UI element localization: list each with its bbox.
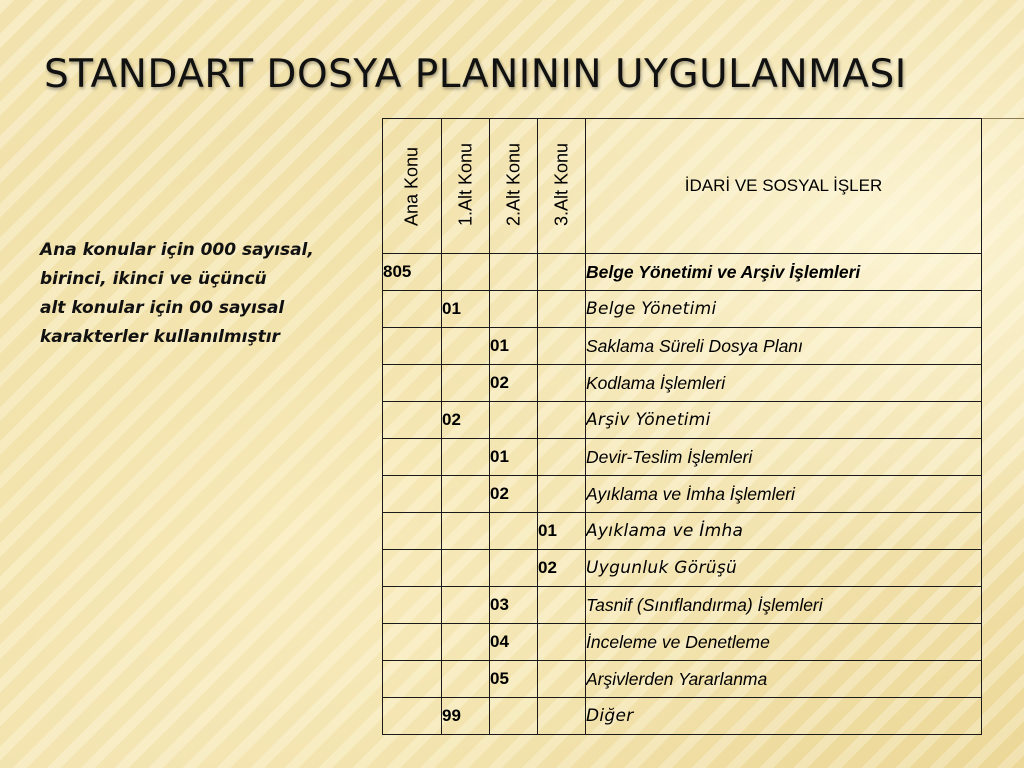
cell-alt-konu-1 [442, 587, 490, 624]
table-row [383, 402, 982, 439]
cell-alt-konu-2: 02 [490, 476, 538, 513]
cell-alt-konu-1 [442, 328, 490, 365]
cell-ana-konu [383, 476, 442, 513]
table-row [383, 513, 982, 550]
cell-alt-konu-2: 01 [490, 439, 538, 476]
header-group-title: İDARİ VE SOSYAL İŞLER [586, 119, 982, 254]
cell-alt-konu-2: 02 [490, 365, 538, 402]
cell-ana-konu [383, 624, 442, 661]
cell-alt-konu-3 [538, 476, 586, 513]
cell-alt-konu-1 [442, 476, 490, 513]
cell-ana-konu [383, 402, 442, 439]
cell-alt-konu-1 [442, 661, 490, 698]
table-row [383, 587, 982, 624]
slide-title: STANDART DOSYA PLANININ UYGULANMASI [44, 52, 907, 97]
header-alt-konu-2: 2.Alt Konu [490, 119, 538, 254]
cell-description: İnceleme ve Denetleme [586, 624, 982, 661]
cell-description: Arşiv Yönetimi [586, 402, 982, 439]
cell-alt-konu-2 [490, 254, 538, 291]
cell-alt-konu-2: 03 [490, 587, 538, 624]
cell-alt-konu-3 [538, 587, 586, 624]
cell-alt-konu-3: 01 [538, 513, 586, 550]
cell-alt-konu-1: 99 [442, 698, 490, 735]
cell-description: Saklama Süreli Dosya Planı [586, 328, 982, 365]
cell-alt-konu-2 [490, 550, 538, 587]
note-line: Ana konular için 000 sayısal, [40, 240, 314, 260]
cell-alt-konu-1: 01 [442, 291, 490, 328]
cell-alt-konu-3 [538, 402, 586, 439]
header-ana-konu: Ana Konu [383, 119, 442, 254]
table-row [383, 439, 982, 476]
cell-description: Tasnif (Sınıflandırma) İşlemleri [586, 587, 982, 624]
table-row [383, 328, 982, 365]
cell-description: Devir-Teslim İşlemleri [586, 439, 982, 476]
cell-alt-konu-1 [442, 550, 490, 587]
cell-alt-konu-1 [442, 254, 490, 291]
cell-alt-konu-3 [538, 254, 586, 291]
cell-alt-konu-3 [538, 365, 586, 402]
cell-alt-konu-3 [538, 439, 586, 476]
table-row [383, 291, 982, 328]
cell-alt-konu-2: 05 [490, 661, 538, 698]
cell-alt-konu-2 [490, 402, 538, 439]
decorative-rule [980, 118, 1024, 119]
cell-description: Belge Yönetimi [586, 291, 982, 328]
table-row [383, 624, 982, 661]
header-alt-konu-3: 3.Alt Konu [538, 119, 586, 254]
header-alt-konu-1: 1.Alt Konu [442, 119, 490, 254]
table-header-row [383, 119, 982, 254]
cell-ana-konu [383, 513, 442, 550]
table-row [383, 254, 982, 291]
cell-alt-konu-2 [490, 291, 538, 328]
cell-alt-konu-1 [442, 513, 490, 550]
cell-description: Diğer [586, 698, 982, 735]
cell-ana-konu [383, 550, 442, 587]
cell-description: Ayıklama ve İmha İşlemleri [586, 476, 982, 513]
cell-alt-konu-2 [490, 698, 538, 735]
note-text [40, 236, 360, 352]
table-row [383, 365, 982, 402]
cell-ana-konu [383, 439, 442, 476]
cell-ana-konu [383, 291, 442, 328]
table-row [383, 698, 982, 735]
cell-alt-konu-3 [538, 624, 586, 661]
note-line: birinci, ikinci ve üçüncü [40, 269, 267, 289]
cell-alt-konu-3 [538, 698, 586, 735]
cell-ana-konu [383, 587, 442, 624]
cell-description: Kodlama İşlemleri [586, 365, 982, 402]
cell-description: Uygunluk Görüşü [586, 550, 982, 587]
cell-alt-konu-1 [442, 365, 490, 402]
cell-ana-konu [383, 661, 442, 698]
cell-alt-konu-3 [538, 291, 586, 328]
file-plan-table [382, 118, 982, 735]
cell-description: Belge Yönetimi ve Arşiv İşlemleri [586, 254, 982, 291]
note-line: karakterler kullanılmıştır [40, 327, 280, 347]
cell-ana-konu [383, 698, 442, 735]
table-row [383, 661, 982, 698]
cell-alt-konu-2: 04 [490, 624, 538, 661]
note-line: alt konular için 00 sayısal [40, 298, 285, 318]
cell-description: Arşivlerden Yararlanma [586, 661, 982, 698]
cell-description: Ayıklama ve İmha [586, 513, 982, 550]
cell-alt-konu-1: 02 [442, 402, 490, 439]
cell-alt-konu-3: 02 [538, 550, 586, 587]
cell-alt-konu-1 [442, 439, 490, 476]
cell-alt-konu-2: 01 [490, 328, 538, 365]
table-row [383, 476, 982, 513]
cell-alt-konu-1 [442, 624, 490, 661]
cell-ana-konu [383, 365, 442, 402]
cell-alt-konu-3 [538, 328, 586, 365]
cell-alt-konu-2 [490, 513, 538, 550]
cell-alt-konu-3 [538, 661, 586, 698]
cell-ana-konu [383, 328, 442, 365]
cell-ana-konu: 805 [383, 254, 442, 291]
table-row [383, 550, 982, 587]
